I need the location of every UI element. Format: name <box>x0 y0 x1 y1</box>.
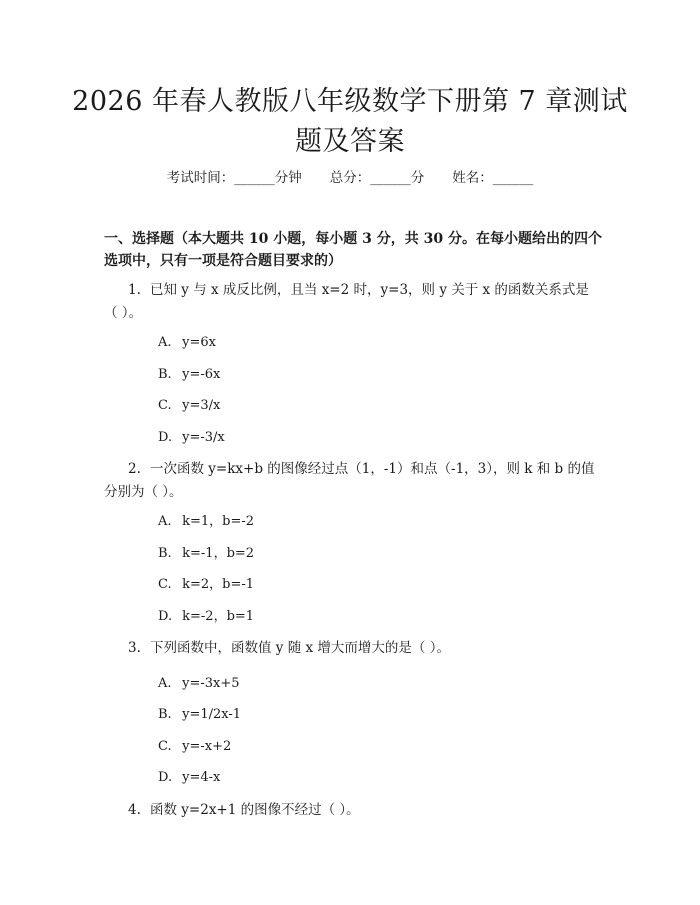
exam-meta <box>0 168 700 188</box>
question-3-option-d <box>158 769 220 787</box>
exam-time-field: 考试时间：______分钟 <box>166 170 302 186</box>
question-number: 4. <box>128 802 141 818</box>
option-label: B. <box>158 707 172 722</box>
question-3-option-a <box>158 675 240 693</box>
option-label: C. <box>158 577 172 592</box>
option-text: y=-3x+5 <box>182 676 240 691</box>
option-text: k=2，b=-1 <box>182 577 255 592</box>
question-3-option-c <box>158 738 231 756</box>
option-label: B. <box>158 367 172 382</box>
page-title <box>60 82 640 162</box>
question-text: 函数 y=2x+1 的图像不经过（ ）。 <box>150 802 360 818</box>
question-1-option-c <box>158 397 220 415</box>
total-score-field: 总分：______分 <box>329 170 425 186</box>
option-label: B. <box>158 546 172 561</box>
question-3 <box>104 637 596 660</box>
question-text: 一次函数 y=kx+b 的图像经过点（1，-1）和点（-1，3），则 k 和 b 的值分别为（ ）。 <box>104 461 595 500</box>
question-4 <box>104 799 596 822</box>
question-3-option-b <box>158 706 241 724</box>
option-label: C. <box>158 398 172 413</box>
option-text: y=1/2x-1 <box>182 707 242 722</box>
question-text: 下列函数中，函数值 y 随 x 增大而增大的是（ ）。 <box>150 640 450 656</box>
question-2-option-a <box>158 513 254 531</box>
option-text: y=-3/x <box>182 430 225 445</box>
option-label: A. <box>158 676 172 691</box>
question-1-option-d <box>158 429 225 447</box>
question-1 <box>104 279 596 325</box>
option-text: y=6x <box>182 335 216 350</box>
option-text: k=1，b=-2 <box>182 514 255 529</box>
question-2 <box>104 458 596 504</box>
option-text: y=-6x <box>182 367 221 382</box>
question-1-option-a <box>158 334 216 352</box>
option-text: y=4-x <box>182 770 221 785</box>
question-number: 2. <box>128 461 141 477</box>
option-text: k=-2，b=1 <box>182 609 255 624</box>
title-line-2: 题及答案 <box>295 126 405 157</box>
option-text: k=-1，b=2 <box>182 546 255 561</box>
question-number: 1. <box>128 282 141 298</box>
option-text: y=-x+2 <box>182 739 232 754</box>
option-text: y=3/x <box>182 398 221 413</box>
option-label: A. <box>158 514 172 529</box>
option-label: D. <box>158 609 173 624</box>
option-label: D. <box>158 770 173 785</box>
question-2-option-b <box>158 545 254 563</box>
question-1-option-b <box>158 366 220 384</box>
option-label: A. <box>158 335 172 350</box>
question-2-option-c <box>158 576 254 594</box>
student-name-field: 姓名：______ <box>452 170 534 186</box>
title-line-1: 2026 年春人教版八年级数学下册第 7 章测试 <box>72 86 628 117</box>
section-1-heading: 一、选择题（本大题共 10 小题，每小题 3 分，共 30 分。在每小题给出的四个选项中，只有一项是符合题目要求的） <box>104 231 602 269</box>
question-text: 已知 y 与 x 成反比例，且当 x=2 时，y=3，则 y 关于 x 的函数关系式是（ ）。 <box>104 282 589 321</box>
option-label: C. <box>158 739 172 754</box>
question-2-option-d <box>158 608 254 626</box>
question-number: 3. <box>128 640 141 656</box>
option-label: D. <box>158 430 173 445</box>
